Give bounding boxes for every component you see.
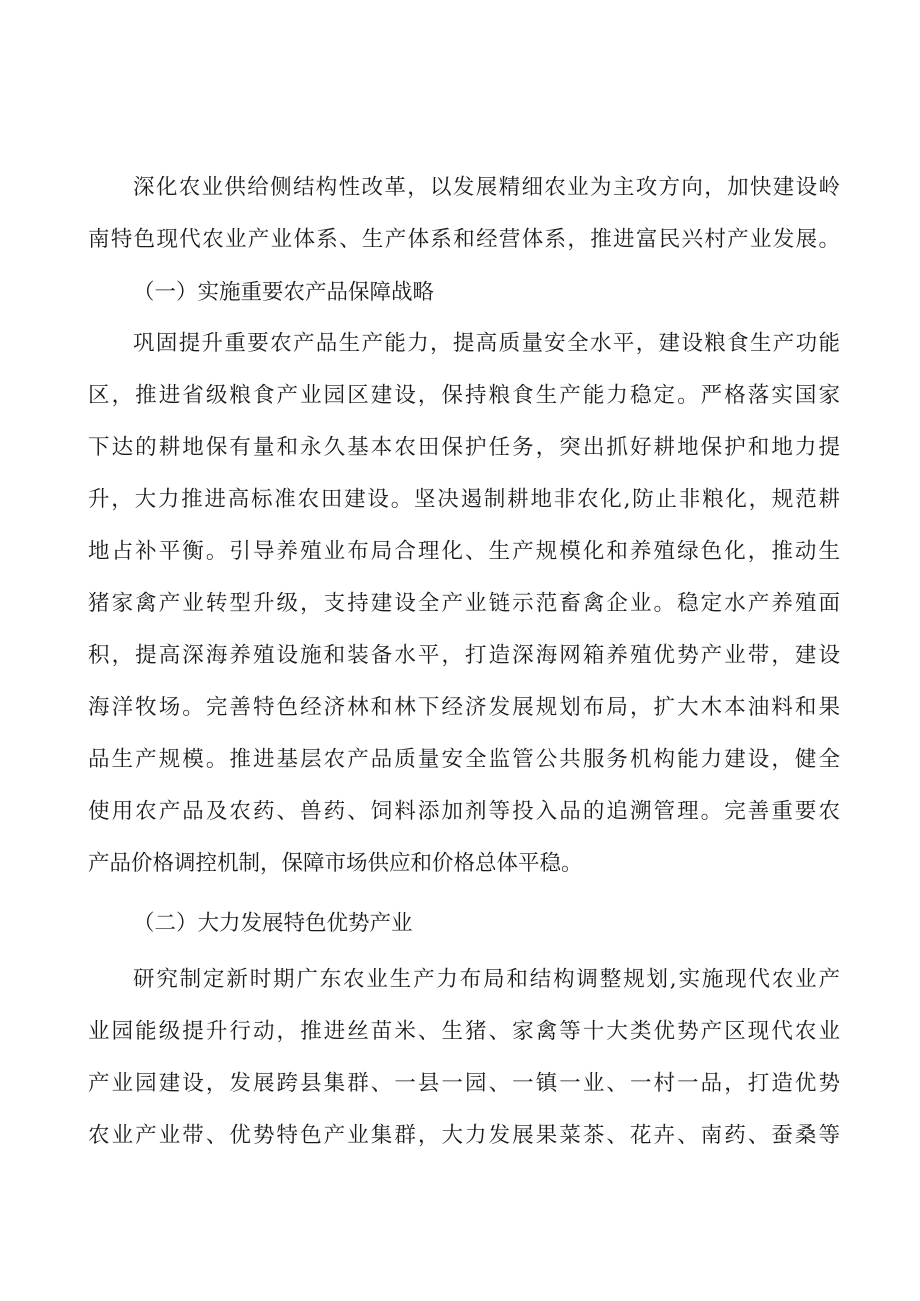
paragraph-line: 区，推进省级粮食产业园区建设，保持粮食生产能力稳定。严格落实国家 <box>88 383 840 408</box>
paragraph-line: 业园能级提升行动，推进丝苗米、生猪、家禽等十大类优势产区现代农业 <box>88 1019 840 1044</box>
paragraph-line: 研究制定新时期广东农业生产力布局和结构调整规划,实施现代农业产 <box>133 967 840 992</box>
paragraph-line: 积，提高深海养殖设施和装备水平，打造深海网箱养殖优势产业带，建设 <box>88 643 840 668</box>
paragraph-line: 南特色现代农业产业体系、生产体系和经营体系，推进富民兴村产业发展。 <box>88 227 840 252</box>
paragraph-line: 下达的耕地保有量和永久基本农田保护任务，突出抓好耕地保护和地力提 <box>88 435 840 460</box>
paragraph-line: 产业园建设，发展跨县集群、一县一园、一镇一业、一村一品，打造优势 <box>88 1071 840 1096</box>
paragraph-line: 品生产规模。推进基层农产品质量安全监管公共服务机构能力建设，健全 <box>88 747 840 772</box>
paragraph-line: 深化农业供给侧结构性改革，以发展精细农业为主攻方向，加快建设岭 <box>133 175 840 200</box>
paragraph-line: 使用农产品及农药、兽药、饲料添加剂等投入品的追溯管理。完善重要农 <box>88 799 840 824</box>
section-heading: （二）大力发展特色优势产业 <box>133 911 413 936</box>
paragraph-line: 升，大力推进高标准农田建设。坚决遏制耕地非农化,防止非粮化，规范耕 <box>88 487 840 512</box>
section-heading: （一）实施重要农产品保障战略 <box>133 280 435 305</box>
paragraph-line: 猪家禽产业转型升级，支持建设全产业链示范畜禽企业。稳定水产养殖面 <box>88 591 840 616</box>
paragraph-line: 农业产业带、优势特色产业集群，大力发展果菜茶、花卉、南药、蚕桑等 <box>88 1123 840 1148</box>
paragraph-line: 产品价格调控机制，保障市场供应和价格总体平稳。 <box>88 851 583 876</box>
paragraph-line: 巩固提升重要农产品生产能力，提高质量安全水平，建设粮食生产功能 <box>133 331 840 356</box>
paragraph-line: 地占补平衡。引导养殖业布局合理化、生产规模化和养殖绿色化，推动生 <box>88 539 840 564</box>
paragraph-line: 海洋牧场。完善特色经济林和林下经济发展规划布局，扩大木本油料和果 <box>88 695 840 720</box>
